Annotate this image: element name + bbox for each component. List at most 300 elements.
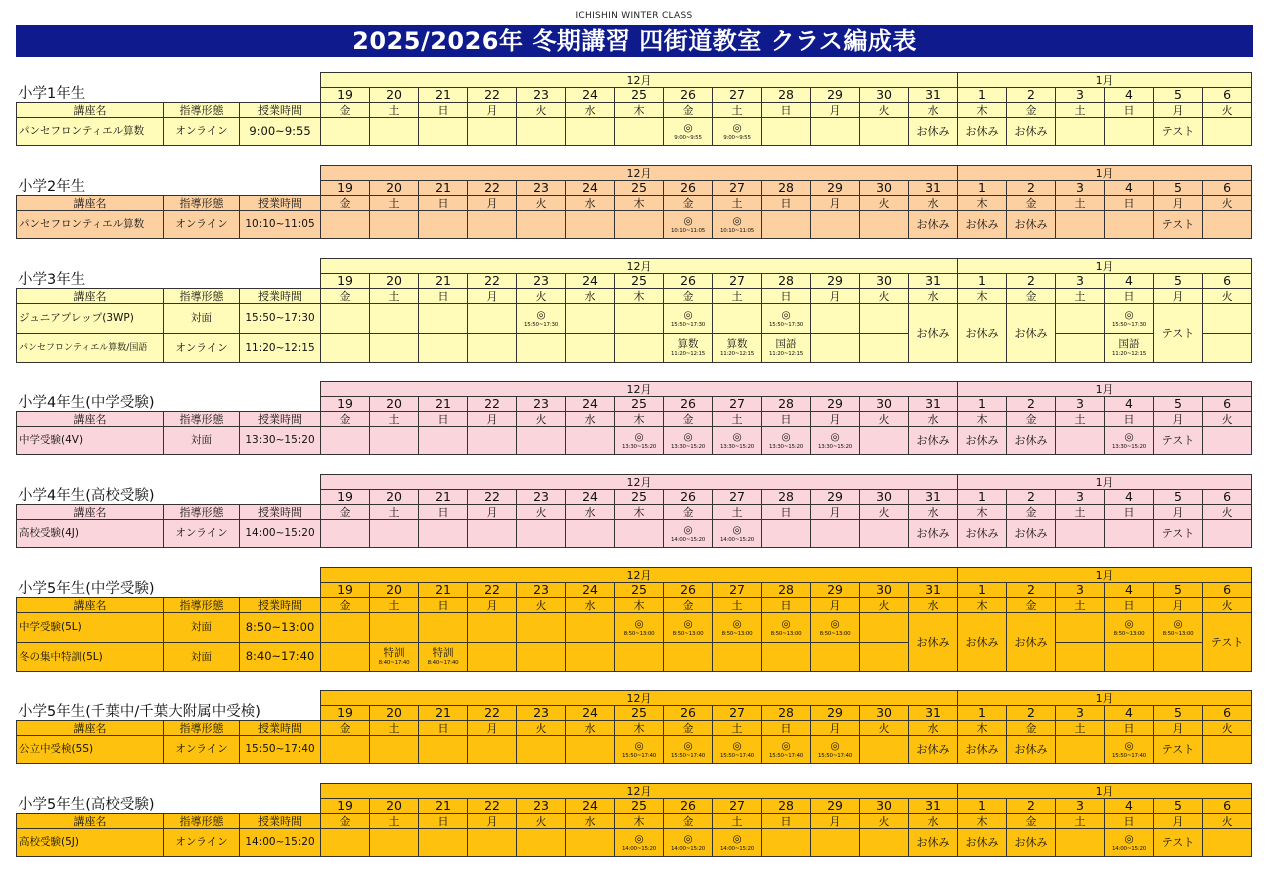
weekday-cell: 月: [1154, 505, 1203, 520]
schedule-cell: [615, 613, 664, 643]
weekday-cell: 火: [1203, 505, 1252, 520]
schedule-cell: [1203, 211, 1252, 239]
page-title-banner: 2025/2026年 冬期講習 四街道教室 クラス編成表: [16, 25, 1253, 57]
session-mark: ◎: [732, 832, 742, 845]
column-header-time: 授業時間: [240, 412, 321, 427]
status-cell: [1007, 304, 1056, 363]
schedule-cell: [566, 736, 615, 764]
session-mark: ◎: [732, 739, 742, 752]
weekday-cell: 金: [1007, 505, 1056, 520]
session-mark: ◎: [1124, 308, 1134, 321]
session-mark: ◎: [634, 430, 644, 443]
column-header-time: 授業時間: [240, 505, 321, 520]
date-cell: 21: [419, 490, 468, 505]
class-time: 14:00~15:20: [240, 520, 321, 548]
date-cell: 19: [321, 88, 370, 103]
date-cell: 27: [713, 583, 762, 598]
class-time: 10:10~11:05: [240, 211, 321, 239]
month-label: 1月: [958, 475, 1252, 490]
date-cell: 26: [664, 397, 713, 412]
status-text: お休み: [1014, 218, 1048, 231]
weekday-cell: 月: [811, 196, 860, 211]
weekday-cell: 金: [321, 721, 370, 736]
status-text: テスト: [1161, 434, 1195, 447]
status-text: お休み: [916, 326, 950, 340]
schedule-cell: [517, 334, 566, 363]
column-header-mode: 指導形態: [164, 814, 240, 829]
weekday-cell: 火: [1203, 721, 1252, 736]
weekday-cell: 火: [1203, 196, 1252, 211]
date-cell: 3: [1056, 490, 1105, 505]
schedule-cell: [1056, 520, 1105, 548]
schedule-cell: [370, 211, 419, 239]
date-cell: 6: [1203, 799, 1252, 814]
class-time: 9:00~9:55: [240, 118, 321, 146]
date-cell: 28: [762, 274, 811, 289]
date-cell: 31: [909, 88, 958, 103]
schedule-cell: [860, 643, 909, 672]
session-mark: 特訓: [432, 647, 454, 659]
schedule-cell: [1154, 643, 1203, 672]
date-cell: 20: [370, 706, 419, 721]
weekday-cell: 日: [1105, 196, 1154, 211]
weekday-cell: 火: [517, 598, 566, 613]
weekday-cell: 月: [811, 505, 860, 520]
session-time: 8:50~13:00: [1113, 630, 1145, 637]
session-mark: ◎: [683, 523, 693, 536]
title-spacer: [17, 706, 321, 721]
date-cell: 22: [468, 274, 517, 289]
weekday-cell: 火: [517, 289, 566, 304]
grade-title: 小学4年生(中学受験): [18, 395, 155, 411]
weekday-cell: 土: [1056, 721, 1105, 736]
status-cell: [909, 613, 958, 672]
weekday-cell: 金: [664, 814, 713, 829]
instruction-mode: オンライン: [164, 118, 240, 146]
status-text: お休み: [916, 218, 950, 231]
date-cell: 24: [566, 397, 615, 412]
course-name: 中学受験(5L): [17, 613, 164, 643]
session-mark: ◎: [781, 430, 791, 443]
schedule-cell: [517, 613, 566, 643]
session-time: 8:50~13:00: [1162, 630, 1194, 637]
date-cell: 5: [1154, 181, 1203, 196]
status-text: お休み: [965, 326, 999, 340]
session-time: 10:10~11:05: [670, 227, 706, 234]
column-header-mode: 指導形態: [164, 721, 240, 736]
instruction-mode: オンライン: [164, 829, 240, 857]
weekday-cell: 火: [517, 196, 566, 211]
date-cell: 24: [566, 181, 615, 196]
date-cell: 30: [860, 181, 909, 196]
session-mark: ◎: [732, 214, 742, 227]
weekday-cell: 日: [762, 196, 811, 211]
date-cell: 1: [958, 490, 1007, 505]
status-text: テスト: [1161, 218, 1195, 231]
weekday-cell: 火: [860, 103, 909, 118]
weekday-cell: 月: [811, 598, 860, 613]
class-time: 15:50~17:40: [240, 736, 321, 764]
weekday-cell: 火: [1203, 598, 1252, 613]
date-cell: 30: [860, 490, 909, 505]
status-text: お休み: [1014, 527, 1048, 540]
weekday-cell: 木: [958, 721, 1007, 736]
schedule-cell: [664, 211, 713, 239]
date-cell: 30: [860, 583, 909, 598]
date-cell: 22: [468, 181, 517, 196]
session-mark: ◎: [732, 523, 742, 536]
schedule-cell: [909, 427, 958, 455]
schedule-cell: [958, 736, 1007, 764]
session-mark: ◎: [1173, 617, 1183, 630]
weekday-cell: 月: [468, 412, 517, 427]
class-row: [17, 829, 1252, 857]
date-cell: 29: [811, 274, 860, 289]
schedule-cell: [811, 118, 860, 146]
schedule-cell: [468, 334, 517, 363]
weekday-cell: 日: [1105, 103, 1154, 118]
session-mark: ◎: [830, 617, 840, 630]
schedule-cell: [517, 643, 566, 672]
schedule-cell: [958, 118, 1007, 146]
schedule-cell: [468, 613, 517, 643]
status-text: テスト: [1161, 527, 1195, 540]
date-cell: 4: [1105, 274, 1154, 289]
class-row: [17, 334, 1252, 363]
schedule-cell: [517, 211, 566, 239]
date-cell: 23: [517, 88, 566, 103]
class-time: 8:50~13:00: [240, 613, 321, 643]
schedule-cell: [321, 118, 370, 146]
weekday-cell: 水: [566, 289, 615, 304]
instruction-mode: 対面: [164, 304, 240, 334]
schedule-cell: [762, 304, 811, 334]
schedule-cell: [811, 520, 860, 548]
weekday-cell: 水: [566, 505, 615, 520]
table-corner: [17, 475, 321, 490]
weekday-cell: 月: [468, 289, 517, 304]
schedule-cell: [664, 736, 713, 764]
date-cell: 24: [566, 274, 615, 289]
session-mark: 国語: [1118, 338, 1140, 350]
month-label: 12月: [321, 73, 958, 88]
session-mark: ◎: [1124, 739, 1134, 752]
session-time: 15:50~17:30: [670, 321, 706, 328]
date-cell: 31: [909, 397, 958, 412]
title-spacer: [17, 88, 321, 103]
schedule-cell: [762, 829, 811, 857]
schedule-cell: [419, 829, 468, 857]
session-time: 8:40~17:40: [378, 660, 410, 666]
schedule-table: [16, 165, 1252, 239]
weekday-cell: 土: [1056, 598, 1105, 613]
date-cell: 29: [811, 490, 860, 505]
date-cell: 25: [615, 490, 664, 505]
session-time: 8:40~17:40: [427, 660, 459, 666]
schedule-cell: [566, 643, 615, 672]
schedule-cell: [664, 643, 713, 672]
date-cell: 29: [811, 583, 860, 598]
schedule-cell: [566, 304, 615, 334]
schedule-cell: [958, 829, 1007, 857]
month-label: 12月: [321, 568, 958, 583]
column-header-course: 講座名: [17, 196, 164, 211]
session-mark: ◎: [683, 430, 693, 443]
month-label: 12月: [321, 691, 958, 706]
schedule-cell: [321, 643, 370, 672]
status-cell: [909, 304, 958, 363]
weekday-cell: 木: [615, 721, 664, 736]
weekday-cell: 月: [468, 103, 517, 118]
date-cell: 26: [664, 490, 713, 505]
schedule-cell: [615, 829, 664, 857]
date-cell: 28: [762, 88, 811, 103]
status-text: お休み: [1014, 635, 1048, 649]
schedule-cell: [860, 427, 909, 455]
date-cell: 25: [615, 799, 664, 814]
weekday-cell: 火: [517, 505, 566, 520]
weekday-cell: 日: [762, 289, 811, 304]
schedule-cell: [370, 736, 419, 764]
date-cell: 1: [958, 181, 1007, 196]
schedule-cell: [1105, 304, 1154, 334]
class-row: [17, 118, 1252, 146]
month-label: 1月: [958, 166, 1252, 181]
grade-title: 小学2年生: [18, 179, 86, 195]
column-header-time: 授業時間: [240, 598, 321, 613]
date-cell: 25: [615, 706, 664, 721]
date-cell: 25: [615, 274, 664, 289]
session-time: 11:20~12:15: [1111, 351, 1147, 357]
weekday-cell: 水: [909, 103, 958, 118]
schedule-cell: [1154, 613, 1203, 643]
weekday-cell: 水: [909, 289, 958, 304]
date-cell: 22: [468, 583, 517, 598]
class-row: [17, 643, 1252, 672]
date-cell: 3: [1056, 583, 1105, 598]
date-cell: 22: [468, 397, 517, 412]
schedule-cell: [762, 736, 811, 764]
class-row: [17, 613, 1252, 643]
schedule-cell: [958, 427, 1007, 455]
weekday-cell: 火: [860, 412, 909, 427]
date-cell: 30: [860, 274, 909, 289]
weekday-cell: 木: [958, 289, 1007, 304]
weekday-cell: 火: [517, 103, 566, 118]
weekday-cell: 土: [1056, 412, 1105, 427]
column-header-mode: 指導形態: [164, 196, 240, 211]
schedule-cell: [1154, 829, 1203, 857]
schedule-cell: [419, 520, 468, 548]
schedule-cell: [811, 304, 860, 334]
weekday-cell: 日: [1105, 814, 1154, 829]
weekday-cell: 火: [860, 814, 909, 829]
weekday-cell: 土: [713, 103, 762, 118]
schedule-cell: [566, 613, 615, 643]
schedule-cell: [615, 211, 664, 239]
schedule-cell: [321, 304, 370, 334]
weekday-cell: 金: [321, 289, 370, 304]
weekday-cell: 水: [566, 721, 615, 736]
weekday-cell: 金: [1007, 814, 1056, 829]
weekday-cell: 木: [615, 598, 664, 613]
grade-title: 小学5年生(高校受験): [18, 797, 155, 813]
date-cell: 31: [909, 181, 958, 196]
schedule-cell: [517, 304, 566, 334]
weekday-cell: 土: [1056, 103, 1105, 118]
status-text: お休み: [1014, 743, 1048, 756]
date-cell: 1: [958, 799, 1007, 814]
session-mark: 国語: [775, 338, 797, 350]
schedule-cell: [1056, 643, 1105, 672]
date-cell: 5: [1154, 88, 1203, 103]
class-time: 15:50~17:30: [240, 304, 321, 334]
schedule-cell: [762, 427, 811, 455]
weekday-cell: 金: [664, 289, 713, 304]
status-text: お休み: [965, 743, 999, 756]
weekday-cell: 火: [517, 412, 566, 427]
schedule-cell: [1105, 613, 1154, 643]
date-cell: 5: [1154, 799, 1203, 814]
schedule-cell: [566, 334, 615, 363]
schedule-table: [16, 381, 1252, 455]
schedule-cell: [1056, 304, 1105, 334]
weekday-cell: 日: [419, 505, 468, 520]
schedule-cell: [664, 829, 713, 857]
date-cell: 25: [615, 583, 664, 598]
date-cell: 23: [517, 397, 566, 412]
weekday-cell: 日: [1105, 721, 1154, 736]
session-time: 15:50~17:30: [768, 321, 804, 328]
course-name: パンセフロンティエル算数: [17, 118, 164, 146]
date-cell: 19: [321, 490, 370, 505]
date-cell: 24: [566, 706, 615, 721]
course-name: ジュニアプレップ(3WP): [17, 304, 164, 334]
instruction-mode: オンライン: [164, 736, 240, 764]
weekday-cell: 日: [762, 103, 811, 118]
schedule-cell: [468, 643, 517, 672]
column-header-mode: 指導形態: [164, 289, 240, 304]
weekday-cell: 木: [615, 814, 664, 829]
session-time: 11:20~12:15: [768, 351, 804, 357]
date-cell: 31: [909, 274, 958, 289]
session-time: 13:30~15:20: [768, 443, 804, 450]
session-mark: ◎: [830, 430, 840, 443]
date-cell: 25: [615, 181, 664, 196]
schedule-cell: [811, 334, 860, 363]
session-time: 10:10~11:05: [719, 227, 755, 234]
date-cell: 27: [713, 181, 762, 196]
class-time: 14:00~15:20: [240, 829, 321, 857]
weekday-cell: 月: [1154, 721, 1203, 736]
class-time: 13:30~15:20: [240, 427, 321, 455]
weekday-cell: 月: [811, 103, 860, 118]
schedule-cell: [370, 829, 419, 857]
instruction-mode: オンライン: [164, 520, 240, 548]
date-cell: 4: [1105, 706, 1154, 721]
weekday-cell: 水: [566, 196, 615, 211]
weekday-cell: 月: [468, 598, 517, 613]
session-time: 13:30~15:20: [621, 443, 657, 450]
status-text: お休み: [965, 125, 999, 138]
date-cell: 26: [664, 274, 713, 289]
date-cell: 3: [1056, 274, 1105, 289]
schedule-cell: [1105, 118, 1154, 146]
schedule-cell: [321, 211, 370, 239]
date-cell: 6: [1203, 397, 1252, 412]
status-text: テスト: [1161, 326, 1195, 340]
session-time: 15:50~17:40: [621, 752, 657, 759]
weekday-cell: 月: [1154, 196, 1203, 211]
session-mark: ◎: [634, 617, 644, 630]
weekday-cell: 木: [615, 103, 664, 118]
class-row: [17, 520, 1252, 548]
weekday-cell: 水: [566, 598, 615, 613]
weekday-cell: 木: [958, 505, 1007, 520]
month-label: 1月: [958, 382, 1252, 397]
weekday-cell: 金: [321, 412, 370, 427]
date-cell: 21: [419, 181, 468, 196]
instruction-mode: 対面: [164, 613, 240, 643]
date-cell: 3: [1056, 799, 1105, 814]
date-cell: 20: [370, 181, 419, 196]
schedule-cell: [419, 304, 468, 334]
date-cell: 6: [1203, 490, 1252, 505]
weekday-cell: 月: [1154, 289, 1203, 304]
status-text: お休み: [916, 125, 950, 138]
date-cell: 31: [909, 706, 958, 721]
month-label: 1月: [958, 73, 1252, 88]
weekday-cell: 土: [713, 289, 762, 304]
month-label: 12月: [321, 475, 958, 490]
session-mark: 算数: [726, 338, 748, 350]
column-header-mode: 指導形態: [164, 598, 240, 613]
session-time: 11:20~12:15: [670, 351, 706, 357]
month-label: 1月: [958, 784, 1252, 799]
weekday-cell: 木: [958, 196, 1007, 211]
date-cell: 3: [1056, 181, 1105, 196]
weekday-cell: 日: [1105, 598, 1154, 613]
table-corner: [17, 691, 321, 706]
session-time: 14:00~15:20: [670, 845, 706, 852]
schedule-table: [16, 690, 1252, 764]
schedule-table: [16, 783, 1252, 857]
schedule-cell: [468, 304, 517, 334]
schedule-cell: [370, 334, 419, 363]
status-text: お休み: [965, 836, 999, 849]
course-name: 公立中受検(5S): [17, 736, 164, 764]
session-mark: ◎: [683, 832, 693, 845]
schedule-cell: [1154, 211, 1203, 239]
date-cell: 6: [1203, 706, 1252, 721]
schedule-cell: [1056, 427, 1105, 455]
schedule-cell: [1203, 829, 1252, 857]
date-cell: 22: [468, 490, 517, 505]
weekday-cell: 水: [566, 103, 615, 118]
schedule-cell: [1105, 334, 1154, 363]
schedule-cell: [517, 829, 566, 857]
schedule-cell: [1007, 829, 1056, 857]
session-mark: ◎: [683, 617, 693, 630]
schedule-cell: [909, 736, 958, 764]
schedule-cell: [1056, 613, 1105, 643]
weekday-cell: 月: [811, 289, 860, 304]
date-cell: 3: [1056, 397, 1105, 412]
weekday-cell: 土: [1056, 289, 1105, 304]
status-cell: [1007, 613, 1056, 672]
schedule-cell: [860, 736, 909, 764]
date-cell: 27: [713, 88, 762, 103]
